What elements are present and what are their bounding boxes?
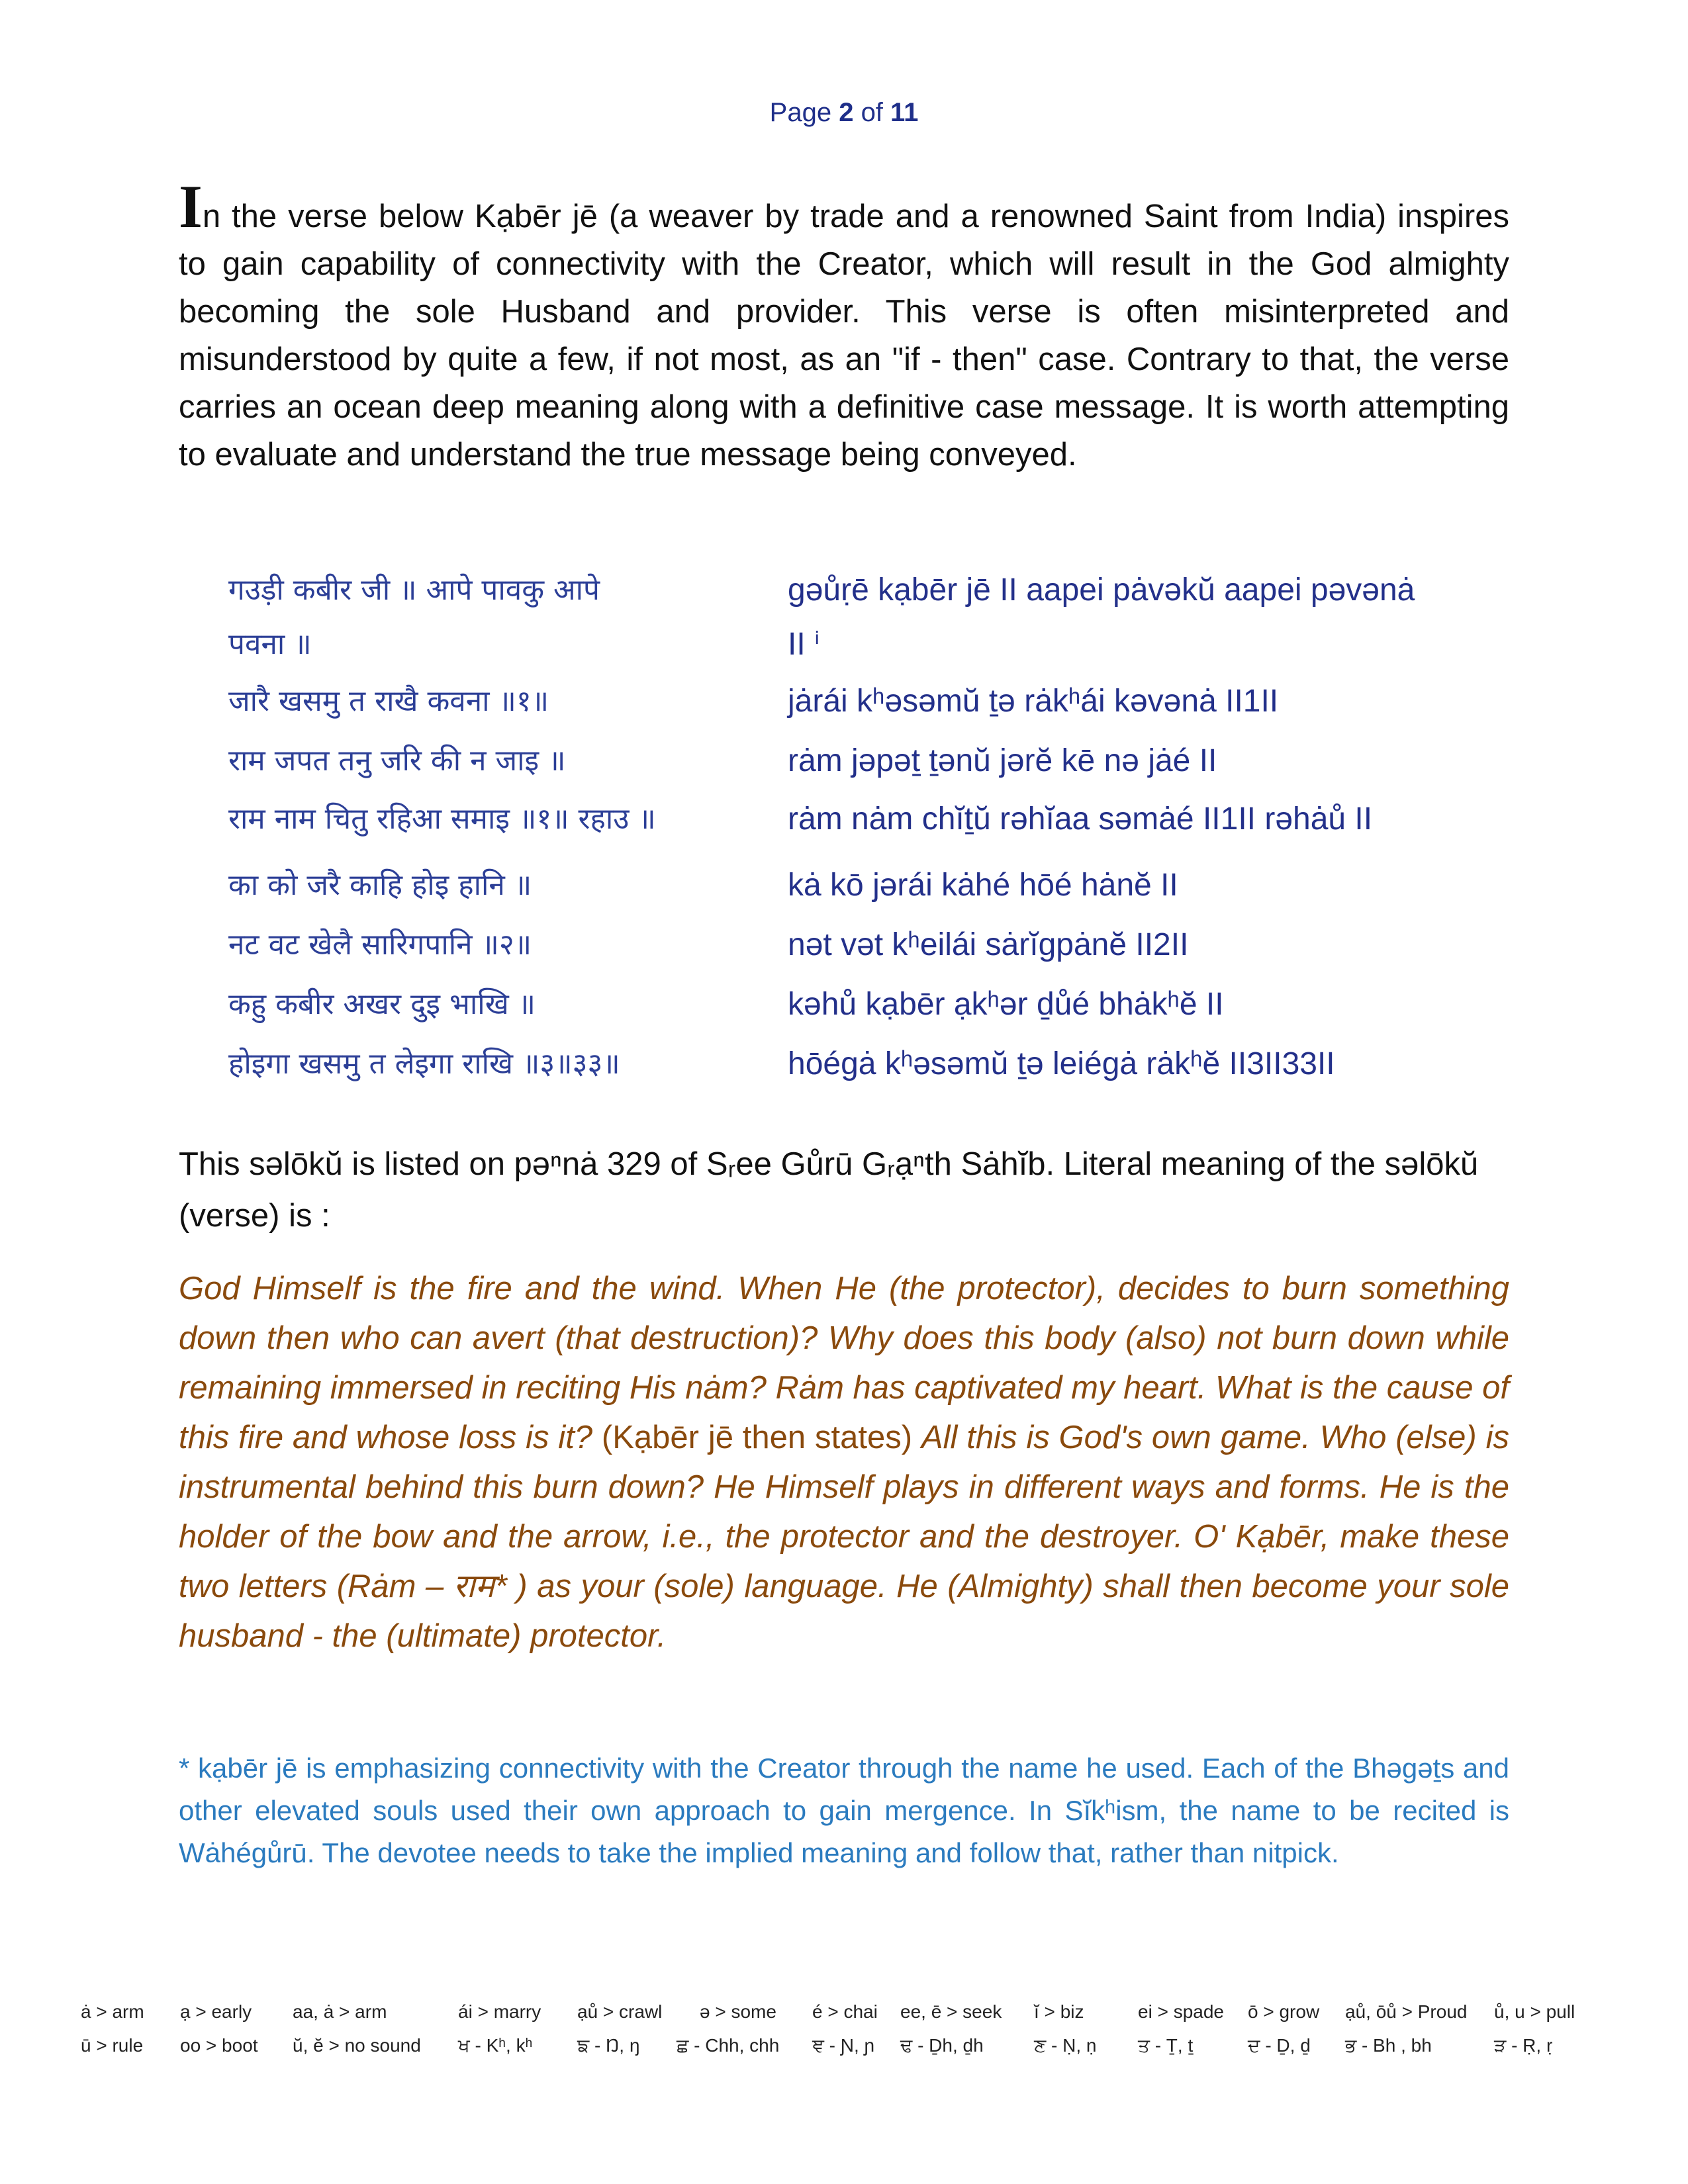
key-entry: ee, ē > seek [900, 2001, 1002, 2022]
intro-paragraph [179, 173, 1509, 478]
key-entry: ਢ - Ḏh, ḏh [900, 2035, 984, 2056]
page-number [0, 98, 1688, 128]
key-entry: ȧ > arm [81, 2001, 144, 2022]
verse-transliteration: hōégȧ kʰəsəmŭ ṯə leiégȧ rȧkʰĕ II3II33II [788, 1046, 1335, 1081]
key-entry: ਖ - Kʰ, kʰ [458, 2035, 533, 2056]
key-entry: ō > grow [1248, 2001, 1320, 2022]
key-entry: ਭ - Bh , bh [1345, 2035, 1432, 2056]
verse-transliteration: jȧrái kʰəsəmŭ ṯə rȧkʰái kəvənȧ II1II [788, 684, 1279, 719]
page-current: 2 [839, 98, 854, 127]
verse-gurmukhi: नट वट खेलै सारिगपानि ॥२॥ [228, 928, 532, 962]
key-entry: ạů, ōů > Proud [1345, 2001, 1468, 2022]
verse-transliteration: II ⁱ [788, 627, 820, 662]
key-entry: ạů > crawl [577, 2001, 663, 2022]
page-total: 11 [890, 98, 919, 127]
verse-transliteration: rȧm jəpəṯ ṯənŭ jərĕ kē nə jȧé II [788, 743, 1217, 778]
key-entry: é > chai [812, 2001, 878, 2022]
key-entry: ei > spade [1138, 2001, 1224, 2022]
verse-gurmukhi: कहु कबीर अखर दुइ भाखि ॥ [228, 987, 536, 1021]
verse-line [228, 919, 1509, 972]
key-entry: ਞ - Ɲ, ɲ [812, 2035, 875, 2056]
verse-line [228, 859, 1509, 912]
meaning-part-1: God Himself is the fire and the wind. When He (the protector), decides to burn something down then who can avert (that destruction)? Why does this body (also) not burn down while remaining immersed in reciting His nȧm? Rȧm has captivated my heart. What is the cause of this fire and whose loss is it? [179, 1271, 1509, 1455]
verse-transliteration: kȧ kō jərái kȧhé hōé hȧnĕ II [788, 868, 1178, 903]
verse-transliteration: nət vət kʰeilái sȧrĭgpȧnĕ II2II [788, 927, 1189, 962]
key-entry: oo > boot [180, 2035, 258, 2056]
verse-transliteration: rȧm nȧm chĭṯŭ rəhĭaa səmȧé II1II rəhȧů II [788, 801, 1373, 837]
footnote: * kạbēr jē is emphasizing connectivity with the Creator through the name he used. Each of the Bhəgəṯs and other elevated souls used their own approach to gain mergence. In Sĭkʰism, the name to be recited is Wȧhégůrū. The devotee needs to take the implied meaning and follow that, rather than nitpick. [179, 1752, 1509, 1868]
key-entry: ੜ - Ṛ, ṛ [1494, 2035, 1553, 2056]
key-entry: ái > marry [458, 2001, 541, 2022]
key-entry: ạ > early [180, 2001, 252, 2022]
verse-line [228, 793, 1509, 846]
verse-line [228, 618, 1509, 671]
meaning-part-2: All this is God's own game. Who (else) is instrumental behind this burn down? He Himself plays in different ways and forms. He is the holder of the bow and the arrow, i.e., the protector and the destroyer. O' Kạbēr, make these two letters (Rȧm – राम* ) as your (sole) language. He (Almighty) shall then become your sole husband - the (ultimate) protector. [179, 1420, 1509, 1654]
page-label-of: of [861, 98, 883, 127]
key-entry: aa, ȧ > arm [293, 2001, 387, 2022]
key-entry: ə > some [700, 2001, 776, 2022]
drop-cap: I [179, 173, 203, 240]
verse-gurmukhi: राम नाम चितु रहिआ समाइ ॥१॥ रहाउ ॥ [228, 802, 656, 836]
verse-line [228, 1038, 1509, 1091]
key-entry: ਙ - Ŋ, ŋ [577, 2035, 640, 2056]
key-entry: ਦ - Ḏ, ḏ [1248, 2035, 1311, 2056]
key-entry: ū > rule [81, 2035, 144, 2056]
verse-line [228, 564, 1509, 617]
literal-meaning [179, 1264, 1509, 1661]
key-entry: ਤ - Ṯ, ṯ [1138, 2035, 1194, 2056]
verse-line [228, 735, 1509, 788]
key-entry: ਛ - Chh, chh [677, 2035, 780, 2056]
verse-gurmukhi: गउड़ी कबीर जी ॥ आपे पावकु आपे [228, 573, 600, 607]
verse-gurmukhi: होइगा खसमु त लेइगा राखि ॥३॥३३॥ [228, 1047, 620, 1081]
intro-text: n the verse below Kạbēr jē (a weaver by trade and a renowned Saint from India) inspires to gain capability of connectivity with the Creator, which will result in the God almighty becoming the sole Husband and provider. This verse is often misinterpreted and misunderstood by quite a few, if not most, as an "if - then" case. Contrary to that, the verse carries an ocean deep meaning along with a definitive case message. It is worth attempting to evaluate and understand the true message being conveyed. [179, 199, 1509, 473]
verse-gurmukhi: पवना ॥ [228, 627, 312, 661]
verse-line [228, 978, 1509, 1031]
key-entry: ŭ, ĕ > no sound [293, 2035, 421, 2056]
verse-gurmukhi: जारै खसमु त राखै कवना ॥१॥ [228, 684, 549, 718]
page-label-prefix: Page [769, 98, 832, 127]
verse-gurmukhi: का को जरै काहि होइ हानि ॥ [228, 868, 532, 902]
verse-line [228, 675, 1509, 728]
key-entry: ů, u > pull [1494, 2001, 1575, 2022]
source-info: This səlōkŭ is listed on pəⁿnȧ 329 of Sᵣee Gůrū Gᵣạⁿth Sȧhĭb. Literal meaning of the səlōkŭ (verse) is : [179, 1146, 1479, 1234]
verse-transliteration: kəhů kạbēr ạkʰər ḏůé bhȧkʰĕ II [788, 987, 1224, 1022]
pronunciation-key-row-1 [81, 2001, 1617, 2034]
verse-gurmukhi: राम जपत तनु जरि की न जाइ ॥ [228, 744, 566, 778]
verse-transliteration: gəůṛē kạbēr jē II aapei pȧvəkŭ aapei pəvənȧ [788, 572, 1415, 608]
pronunciation-key-row-2 [81, 2035, 1617, 2068]
meaning-aside: (Kạbēr jē then states) [601, 1420, 921, 1455]
key-entry: ਣ - Ṇ, ṇ [1034, 2035, 1097, 2056]
key-entry: ĭ > biz [1034, 2001, 1084, 2022]
